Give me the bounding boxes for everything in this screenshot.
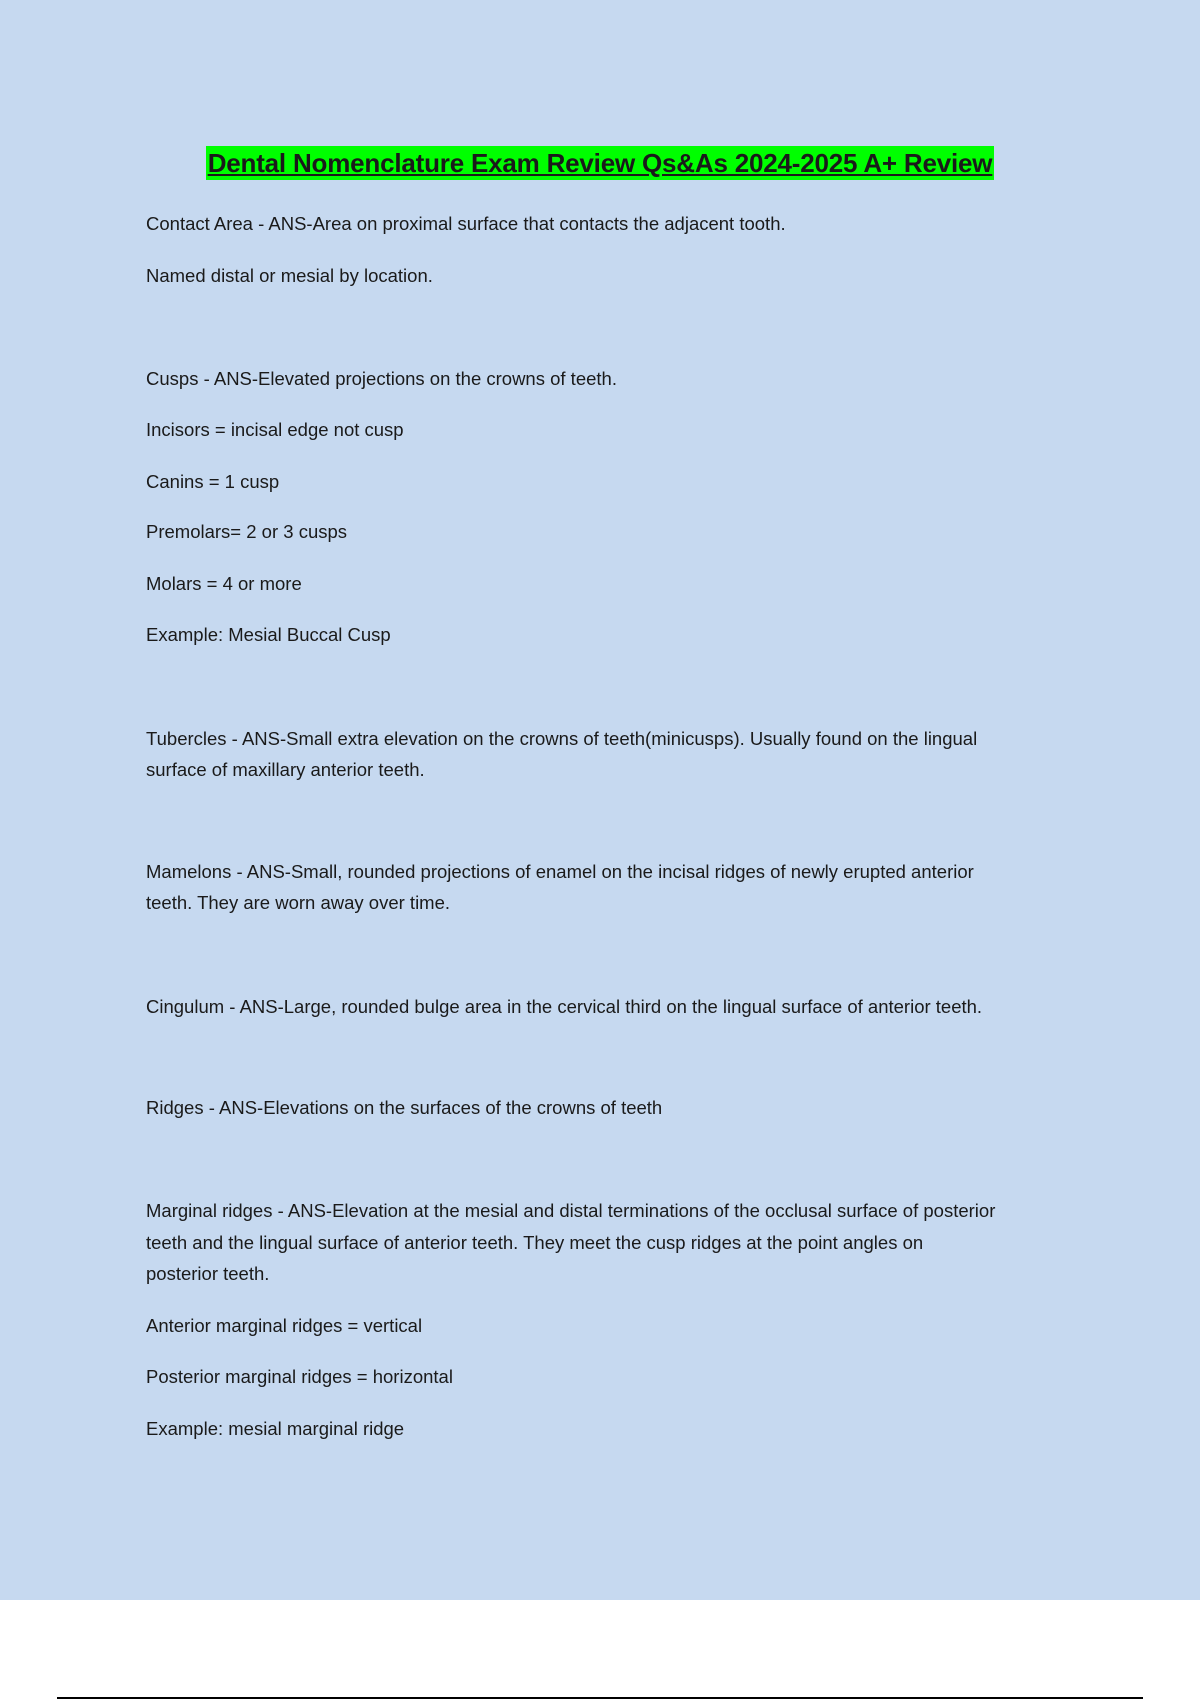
posterior-marginal-note: Posterior marginal ridges = horizontal — [146, 1366, 453, 1387]
contact-area-definition: Contact Area - ANS-Area on proximal surface that contacts the adjacent tooth. — [146, 213, 786, 234]
molars-note: Molars = 4 or more — [146, 573, 302, 594]
cusps-definition: Cusps - ANS-Elevated projections on the crowns of teeth. — [146, 368, 617, 389]
tubercles-definition-line-2: surface of maxillary anterior teeth. — [146, 759, 425, 780]
marginal-ridges-definition-line-3: posterior teeth. — [146, 1263, 270, 1284]
page-title: Dental Nomenclature Exam Review Qs&As 2024-2025 A+ Review — [207, 148, 993, 178]
cingulum-definition: Cingulum - ANS-Large, rounded bulge area in the cervical third on the lingual surface of anterior teeth. — [146, 996, 983, 1017]
mamelons-definition-line-2: teeth. They are worn away over time. — [146, 892, 451, 913]
marginal-ridge-example: Example: mesial marginal ridge — [146, 1418, 405, 1439]
contact-area-note: Named distal or mesial by location. — [146, 265, 433, 286]
anterior-marginal-note: Anterior marginal ridges = vertical — [146, 1315, 423, 1336]
canins-note: Canins = 1 cusp — [146, 471, 280, 492]
incisors-note: Incisors = incisal edge not cusp — [146, 419, 404, 440]
marginal-ridges-definition-line-2: teeth and the lingual surface of anterior teeth. They meet the cusp ridges at the point angles on — [146, 1232, 924, 1253]
tubercles-definition-line-1: Tubercles - ANS-Small extra elevation on the crowns of teeth(minicusps). Usually found on the lingual — [146, 728, 978, 749]
footer-divider — [57, 1697, 1143, 1699]
premolars-note: Premolars= 2 or 3 cusps — [146, 521, 348, 542]
mamelons-definition-line-1: Mamelons - ANS-Small, rounded projections of enamel on the incisal ridges of newly erupted anterior — [146, 861, 974, 882]
marginal-ridges-definition-line-1: Marginal ridges - ANS-Elevation at the mesial and distal terminations of the occlusal surface of posterior — [146, 1200, 996, 1221]
cusp-example: Example: Mesial Buccal Cusp — [146, 624, 391, 645]
ridges-definition: Ridges - ANS-Elevations on the surfaces of the crowns of teeth — [146, 1097, 663, 1118]
title-container — [0, 146, 1200, 180]
